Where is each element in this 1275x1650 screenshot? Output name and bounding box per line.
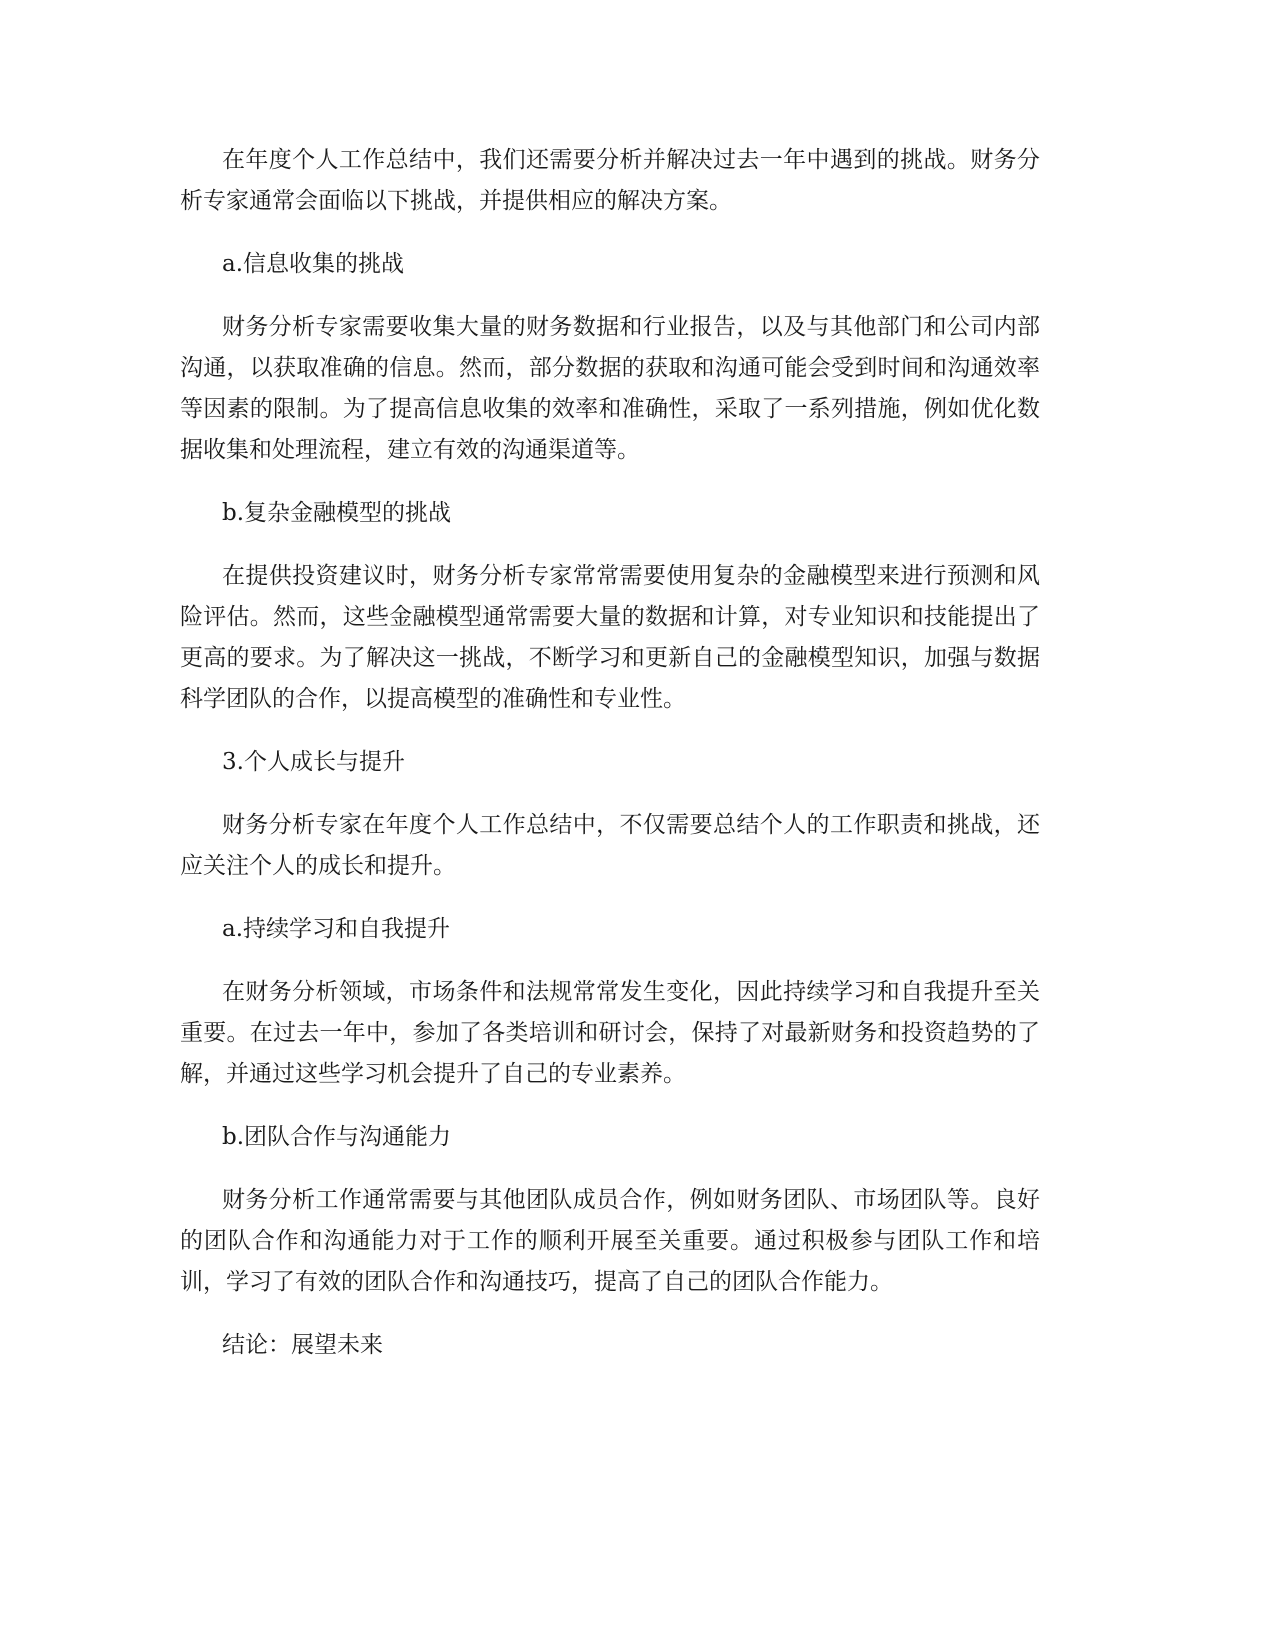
heading-personal-growth: 3.个人成长与提升 bbox=[222, 749, 405, 775]
heading-info-collection: a.信息收集的挑战 bbox=[222, 251, 405, 277]
heading-continuous-learning: a.持续学习和自我提升 bbox=[222, 916, 451, 942]
paragraph-teamwork: 财务分析工作通常需要与其他团队成员合作，例如财务团队、市场团队等。良好的团队合作和沟通能力对于工作的顺利开展至关重要。通过积极参与团队工作和培训，学习了有效的团队合作和沟通技巧，提高了自己的团队合作能力。 bbox=[180, 1187, 1040, 1295]
heading-conclusion: 结论：展望未来 bbox=[222, 1332, 383, 1358]
paragraph-challenges-intro: 在年度个人工作总结中，我们还需要分析并解决过去一年中遇到的挑战。财务分析专家通常会面临以下挑战，并提供相应的解决方案。 bbox=[180, 147, 1040, 214]
paragraph-financial-models: 在提供投资建议时，财务分析专家常常需要使用复杂的金融模型来进行预测和风险评估。然而，这些金融模型通常需要大量的数据和计算，对专业知识和技能提出了更高的要求。为了解决这一挑战，不断学习和更新自己的金融模型知识，加强与数据科学团队的合作，以提高模型的准确性和专业性。 bbox=[180, 563, 1040, 712]
paragraph-info-collection: 财务分析专家需要收集大量的财务数据和行业报告，以及与其他部门和公司内部沟通，以获取准确的信息。然而，部分数据的获取和沟通可能会受到时间和沟通效率等因素的限制。为了提高信息收集的效率和准确性，采取了一系列措施，例如优化数据收集和处理流程，建立有效的沟通渠道等。 bbox=[180, 314, 1040, 463]
heading-teamwork: b.团队合作与沟通能力 bbox=[222, 1124, 452, 1150]
heading-financial-models: b.复杂金融模型的挑战 bbox=[222, 500, 452, 526]
document-body bbox=[180, 140, 1040, 1388]
paragraph-continuous-learning: 在财务分析领域，市场条件和法规常常发生变化，因此持续学习和自我提升至关重要。在过去一年中，参加了各类培训和研讨会，保持了对最新财务和投资趋势的了解，并通过这些学习机会提升了自己的专业素养。 bbox=[180, 979, 1040, 1087]
paragraph-personal-growth: 财务分析专家在年度个人工作总结中，不仅需要总结个人的工作职责和挑战，还应关注个人的成长和提升。 bbox=[180, 812, 1040, 879]
